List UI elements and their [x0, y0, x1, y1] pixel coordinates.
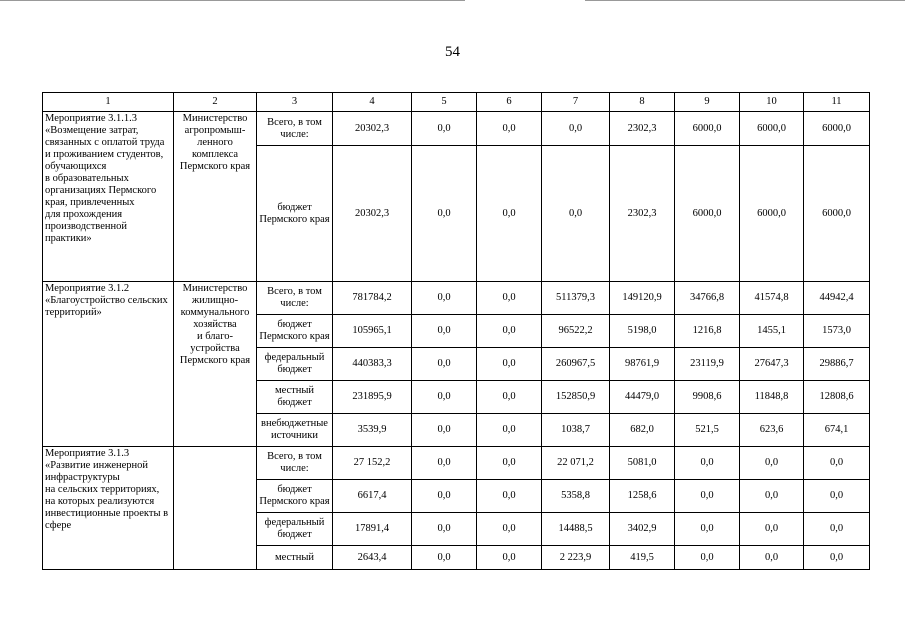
- value-cell: 11848,8: [740, 381, 804, 414]
- value-cell: 44479,0: [610, 381, 675, 414]
- funding-source-cell: местный бюджет: [257, 381, 333, 414]
- value-cell: 0,0: [477, 414, 542, 447]
- header-cell: 8: [610, 93, 675, 112]
- measure-name-cell: Мероприятие 3.1.1.3 «Возмещение затрат, связанных с оплатой труда и проживанием студентов, обучающихся в образовательных организациях Пермского края, привлеченных для прохождения производственной практики»: [43, 112, 174, 282]
- value-cell: 5081,0: [610, 447, 675, 480]
- value-cell: 0,0: [740, 447, 804, 480]
- value-cell: 0,0: [412, 146, 477, 282]
- funding-source-cell: федеральный бюджет: [257, 513, 333, 546]
- value-cell: 9908,6: [675, 381, 740, 414]
- value-cell: 20302,3: [333, 146, 412, 282]
- value-cell: 2302,3: [610, 112, 675, 146]
- value-cell: 5358,8: [542, 480, 610, 513]
- value-cell: 27 152,2: [333, 447, 412, 480]
- value-cell: 260967,5: [542, 348, 610, 381]
- funding-source-cell: Всего, в том числе:: [257, 447, 333, 480]
- header-cell: 10: [740, 93, 804, 112]
- value-cell: 2643,4: [333, 546, 412, 570]
- value-cell: 0,0: [804, 447, 870, 480]
- value-cell: 0,0: [477, 315, 542, 348]
- page-number: 54: [445, 44, 460, 60]
- value-cell: 17891,4: [333, 513, 412, 546]
- value-cell: 511379,3: [542, 282, 610, 315]
- header-cell: 4: [333, 93, 412, 112]
- value-cell: 0,0: [675, 447, 740, 480]
- value-cell: 0,0: [477, 112, 542, 146]
- funding-source-cell: Всего, в том числе:: [257, 112, 333, 146]
- measure-name-cell: Мероприятие 3.1.2 «Благоустройство сельских территорий»: [43, 282, 174, 447]
- funding-source-cell: Всего, в том числе:: [257, 282, 333, 315]
- header-cell: 2: [174, 93, 257, 112]
- value-cell: 0,0: [412, 112, 477, 146]
- value-cell: 14488,5: [542, 513, 610, 546]
- value-cell: 6000,0: [804, 112, 870, 146]
- value-cell: 0,0: [740, 480, 804, 513]
- value-cell: 0,0: [477, 282, 542, 315]
- value-cell: 231895,9: [333, 381, 412, 414]
- value-cell: 23119,9: [675, 348, 740, 381]
- value-cell: 44942,4: [804, 282, 870, 315]
- value-cell: 0,0: [477, 381, 542, 414]
- value-cell: 5198,0: [610, 315, 675, 348]
- header-cell: 5: [412, 93, 477, 112]
- value-cell: 0,0: [740, 546, 804, 570]
- value-cell: 0,0: [477, 546, 542, 570]
- value-cell: 0,0: [412, 381, 477, 414]
- value-cell: 6617,4: [333, 480, 412, 513]
- value-cell: 440383,3: [333, 348, 412, 381]
- value-cell: 623,6: [740, 414, 804, 447]
- value-cell: 98761,9: [610, 348, 675, 381]
- value-cell: 2302,3: [610, 146, 675, 282]
- value-cell: 521,5: [675, 414, 740, 447]
- value-cell: 0,0: [675, 546, 740, 570]
- value-cell: 152850,9: [542, 381, 610, 414]
- table-row: [43, 447, 870, 480]
- value-cell: 0,0: [412, 546, 477, 570]
- value-cell: 0,0: [412, 315, 477, 348]
- header-cell: 11: [804, 93, 870, 112]
- header-cell: 3: [257, 93, 333, 112]
- header-cell: 9: [675, 93, 740, 112]
- value-cell: 0,0: [477, 348, 542, 381]
- budget-table: [42, 92, 870, 570]
- value-cell: 0,0: [477, 480, 542, 513]
- value-cell: 1038,7: [542, 414, 610, 447]
- header-row: [43, 93, 870, 112]
- value-cell: 0,0: [804, 546, 870, 570]
- value-cell: 29886,7: [804, 348, 870, 381]
- value-cell: 105965,1: [333, 315, 412, 348]
- header-cell: 1: [43, 93, 174, 112]
- value-cell: 12808,6: [804, 381, 870, 414]
- value-cell: 682,0: [610, 414, 675, 447]
- value-cell: 22 071,2: [542, 447, 610, 480]
- value-cell: 1455,1: [740, 315, 804, 348]
- executor-cell: Министерство агропромыш-ленного комплекса Пермского края: [174, 112, 257, 282]
- value-cell: 27647,3: [740, 348, 804, 381]
- value-cell: 2 223,9: [542, 546, 610, 570]
- value-cell: 0,0: [542, 146, 610, 282]
- value-cell: 6000,0: [740, 146, 804, 282]
- measure-name-cell: Мероприятие 3.1.3 «Развитие инженерной инфраструктуры на сельских территориях, на которых реализуются инвестиционные проекты в сфере: [43, 447, 174, 570]
- funding-source-cell: бюджет Пермского края: [257, 146, 333, 282]
- funding-source-cell: местный: [257, 546, 333, 570]
- value-cell: 0,0: [804, 513, 870, 546]
- value-cell: 6000,0: [675, 146, 740, 282]
- value-cell: 149120,9: [610, 282, 675, 315]
- header-cell: 6: [477, 93, 542, 112]
- value-cell: 3539,9: [333, 414, 412, 447]
- value-cell: 0,0: [412, 480, 477, 513]
- value-cell: 781784,2: [333, 282, 412, 315]
- value-cell: 41574,8: [740, 282, 804, 315]
- top-rule-right: [585, 0, 905, 1]
- funding-source-cell: бюджет Пермского края: [257, 480, 333, 513]
- funding-source-cell: внебюджетные источники: [257, 414, 333, 447]
- value-cell: 6000,0: [804, 146, 870, 282]
- value-cell: 674,1: [804, 414, 870, 447]
- value-cell: 0,0: [477, 447, 542, 480]
- value-cell: 1258,6: [610, 480, 675, 513]
- value-cell: 0,0: [477, 513, 542, 546]
- value-cell: 0,0: [412, 447, 477, 480]
- value-cell: 419,5: [610, 546, 675, 570]
- value-cell: 6000,0: [740, 112, 804, 146]
- executor-cell: Министерство жилищно-коммунального хозяйства и благо-устройства Пермского края: [174, 282, 257, 447]
- value-cell: 0,0: [412, 513, 477, 546]
- header-cell: 7: [542, 93, 610, 112]
- value-cell: 1216,8: [675, 315, 740, 348]
- top-rule-left: [0, 0, 465, 1]
- value-cell: 0,0: [412, 282, 477, 315]
- executor-cell: [174, 447, 257, 570]
- value-cell: 0,0: [675, 480, 740, 513]
- value-cell: 0,0: [675, 513, 740, 546]
- value-cell: 0,0: [542, 112, 610, 146]
- funding-source-cell: бюджет Пермского края: [257, 315, 333, 348]
- table-row: [43, 282, 870, 315]
- funding-source-cell: федеральный бюджет: [257, 348, 333, 381]
- value-cell: 96522,2: [542, 315, 610, 348]
- value-cell: 34766,8: [675, 282, 740, 315]
- value-cell: 0,0: [477, 146, 542, 282]
- value-cell: 3402,9: [610, 513, 675, 546]
- value-cell: 0,0: [412, 414, 477, 447]
- value-cell: 6000,0: [675, 112, 740, 146]
- value-cell: 0,0: [804, 480, 870, 513]
- value-cell: 0,0: [412, 348, 477, 381]
- table-row: [43, 112, 870, 146]
- value-cell: 20302,3: [333, 112, 412, 146]
- value-cell: 1573,0: [804, 315, 870, 348]
- value-cell: 0,0: [740, 513, 804, 546]
